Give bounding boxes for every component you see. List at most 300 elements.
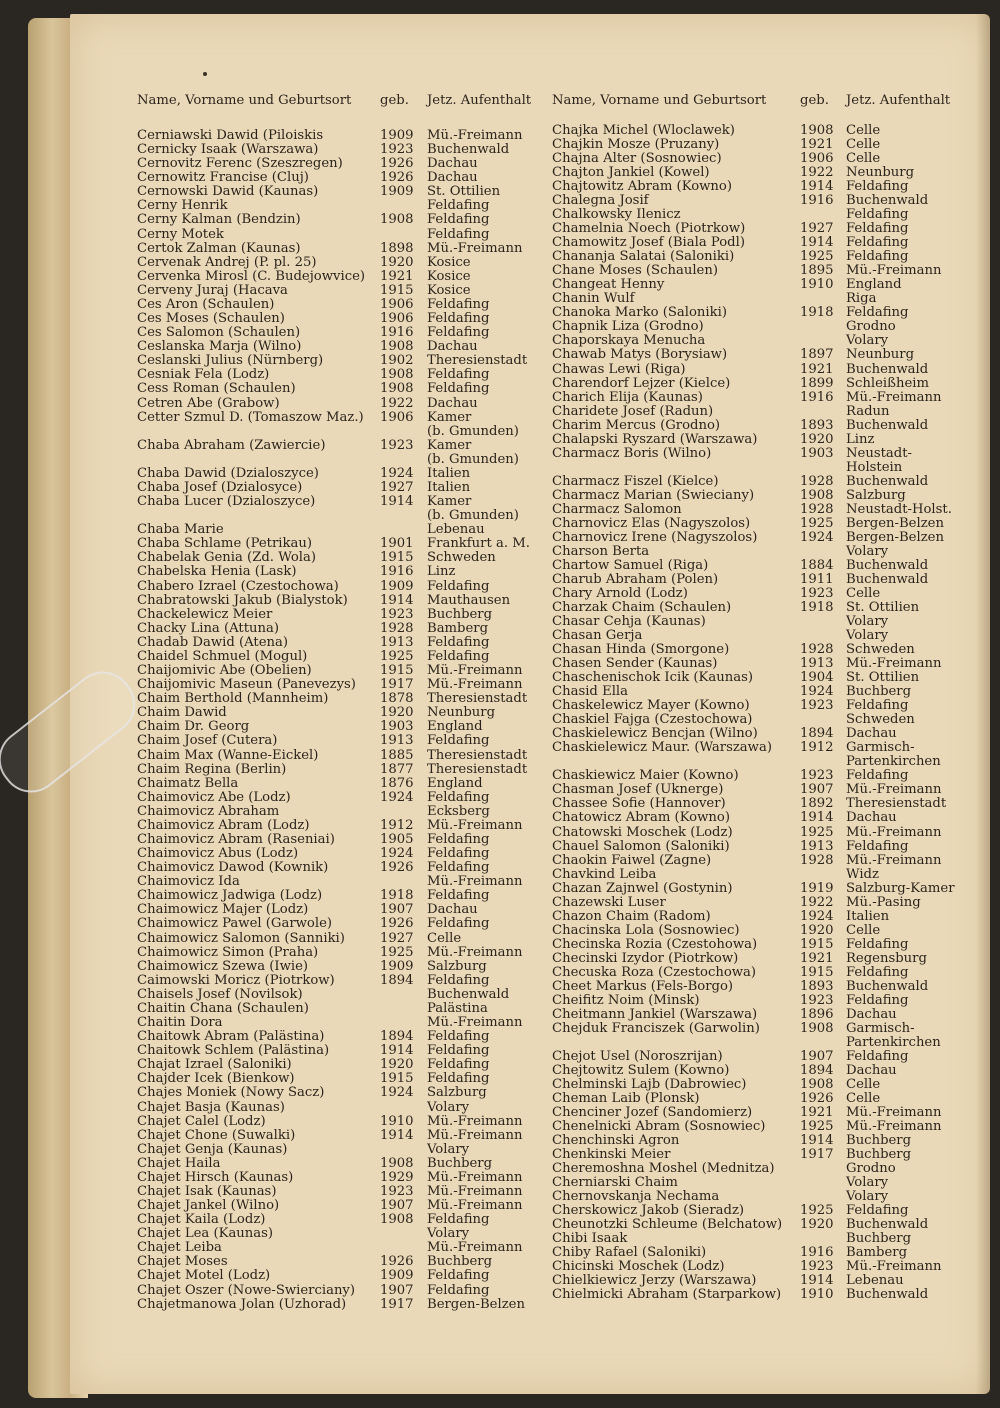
entry-place: Feldafing (427, 1057, 490, 1073)
entry-place: Mü.-Freimann (427, 874, 523, 890)
entry-year: 1893 (800, 417, 834, 433)
entry-name: Chasen Sender (Kaunas) (552, 656, 718, 672)
entry-place: Linz (427, 564, 456, 580)
entry-place: Grodno (846, 1161, 896, 1177)
entry-name: Chajet Basja (Kaunas) (137, 1099, 285, 1115)
entry-name: Charich Elija (Kaunas) (552, 389, 703, 405)
entry-year: 1919 (800, 880, 834, 896)
entry-name: Chatowicz Abram (Kowno) (552, 810, 730, 826)
entry-place: St. Ottilien (427, 184, 501, 200)
entry-place: Celle (846, 137, 881, 153)
entry-place: Mü.-Freimann (846, 1105, 942, 1121)
entry-year: 1907 (380, 1198, 414, 1214)
entry-name: Chajat Izrael (Saloniki) (137, 1057, 292, 1073)
entry-name: Chaskielewicz Maur. (Warszawa) (552, 740, 772, 756)
entry-place: Mü.-Freimann (846, 1119, 942, 1135)
entry-year: 1927 (380, 930, 414, 946)
entry-year: 1921 (800, 137, 834, 153)
entry-place: Feldafing (846, 221, 909, 237)
entry-year: 1926 (800, 1091, 834, 1107)
entry-name: Chajet Haila (137, 1155, 221, 1171)
entry-name: Cetren Abe (Grabow) (137, 395, 280, 411)
entry-name: Chajet Oszer (Nowe-Swierciany) (137, 1282, 356, 1298)
entry-place: Feldafing (846, 249, 909, 265)
entry-place: Frankfurt a. M. (427, 536, 530, 552)
entry-year: 1917 (380, 1296, 414, 1312)
entry-name: Chibi Isaak (552, 1231, 628, 1247)
entry-place: Riga (846, 291, 877, 307)
entry-year: 1894 (800, 726, 834, 742)
entry-year: 1918 (800, 305, 834, 321)
entry-year: 1914 (800, 235, 834, 251)
entry-name: Cheremoshna Moshel (Mednitza) (552, 1161, 775, 1177)
entry-year: 1921 (800, 361, 834, 377)
entry-year: 1905 (380, 832, 414, 847)
entry-name: Ces Moses (Schaulen) (137, 311, 285, 327)
entry-place: Partenkirchen (846, 1034, 941, 1050)
entry-name: Chaimovicz Abe (Lodz) (137, 789, 291, 805)
entry-name: Chaimowicz Majer (Lodz) (137, 902, 309, 918)
entry-name: Chanoka Marko (Saloniki) (552, 305, 727, 321)
entry-year: 1914 (800, 179, 834, 195)
entry-year: 1922 (800, 894, 834, 910)
entry-name: Chaskiewicz Maier (Kowno) (552, 768, 739, 784)
entry-place: Feldafing (427, 1212, 490, 1228)
entry-place: Volary (846, 1175, 889, 1191)
entry-year: 1907 (800, 782, 834, 798)
entry-name: Charnovicz Irene (Nagyszolos) (552, 529, 758, 545)
entry-year: 1894 (380, 1029, 414, 1045)
entry-name: Charmacz Boris (Wilno) (552, 445, 712, 461)
entry-name: Chajet Leiba (137, 1240, 222, 1256)
entry-place: Buchberg (427, 1155, 493, 1171)
entry-name: Chajetmanowa Jolan (Uzhorad) (137, 1296, 347, 1312)
entry-year: 1929 (380, 1169, 414, 1185)
entry-year: 1924 (380, 789, 414, 805)
entry-year: 1907 (380, 1282, 414, 1298)
entry-place: Kamer (427, 437, 472, 453)
entry-name: Checinski Izydor (Piotrkow) (552, 950, 739, 966)
entry-name: Chadab Dawid (Atena) (137, 634, 288, 650)
entry-place: Schweden (846, 642, 915, 658)
entry-year: 1920 (380, 705, 414, 721)
entry-year: 1925 (800, 249, 834, 265)
entry-place: Feldafing (427, 226, 490, 242)
entry-name: Chazon Chaim (Radom) (552, 908, 711, 924)
entry-name: Chaba Schlame (Petrikau) (137, 536, 312, 552)
entry-place: Volary (846, 614, 889, 630)
entry-year: 1908 (800, 1020, 834, 1036)
entry-place: (b. Gmunden) (427, 451, 519, 467)
entry-place: England (427, 719, 483, 735)
entry-name: Cerny Kalman (Bendzin) (137, 212, 301, 228)
entry-place: Partenkirchen (846, 754, 941, 770)
entry-year: 1922 (800, 165, 834, 181)
entry-place: Mü.-Freimann (427, 128, 523, 143)
entry-year: 1928 (800, 501, 834, 517)
entry-place: Dachau (427, 902, 478, 918)
entry-place: Kosice (427, 254, 471, 270)
entry-place: St. Ottilien (846, 670, 920, 686)
entry-year: 1885 (380, 747, 414, 763)
entry-year: 1898 (380, 240, 414, 256)
entry-year: 1924 (800, 529, 834, 545)
entry-year: 1910 (800, 277, 834, 293)
entry-place: Feldafing (846, 698, 909, 714)
entry-name: Cerniawski Dawid (Piloiskis (137, 128, 324, 143)
entry-place: Lebenau (846, 1273, 904, 1289)
entry-name: Chaschenischok Icik (Kaunas) (552, 670, 753, 686)
entry-year: 1926 (380, 170, 414, 186)
entry-place: Feldafing (846, 207, 909, 223)
entry-name: Chejot Usel (Noroszrijan) (552, 1048, 723, 1064)
entry-year: 1912 (800, 740, 834, 756)
entry-name: Chaimowicz Simon (Praha) (137, 944, 319, 960)
entry-year: 1918 (380, 888, 414, 904)
entry-place: Feldafing (427, 311, 490, 327)
entry-year: 1902 (380, 353, 414, 369)
entry-year: 1924 (380, 1085, 414, 1101)
entry-name: Chajes Moniek (Nowy Sacz) (137, 1085, 325, 1101)
entry-place: Buchenwald (846, 571, 929, 587)
entry-place: Bamberg (846, 1245, 908, 1261)
entry-place: Salzburg (427, 958, 487, 974)
entry-name: Cheunotzki Schleume (Belchatow) (552, 1217, 783, 1233)
entry-name: Chenciner Jozef (Sandomierz) (552, 1105, 753, 1121)
entry-name: Cherniarski Chaim (552, 1175, 678, 1191)
entry-year: 1925 (380, 648, 414, 664)
entry-place: Palästina (427, 1000, 488, 1016)
entry-name: Cervenka Mirosl (C. Budejowvice) (137, 268, 366, 284)
entry-name: Chaimovicz Abraham (137, 803, 280, 819)
entry-year: 1925 (800, 1119, 834, 1135)
entry-year: 1927 (380, 480, 414, 495)
entry-year: 1909 (380, 1268, 414, 1284)
entry-year: 1884 (800, 557, 834, 573)
entry-year: 1925 (800, 824, 834, 840)
entry-year: 1926 (380, 156, 414, 172)
entry-name: Chaim Regina (Berlin) (137, 761, 287, 777)
entry-place: Feldafing (427, 916, 490, 932)
entry-name: Chajton Jankiel (Kowel) (552, 165, 710, 181)
entry-year: 1917 (380, 677, 414, 693)
header-right-name: Name, Vorname und Geburtsort (552, 93, 767, 108)
entry-place: Dachau (427, 395, 478, 411)
entry-place: Feldafing (846, 936, 909, 952)
entry-name: Chassee Sofie (Hannover) (552, 796, 726, 812)
entry-year: 1924 (380, 846, 414, 862)
entry-place: Bamberg (427, 620, 489, 636)
entry-place: Buchberg (427, 1254, 493, 1270)
entry-year: 1925 (380, 944, 414, 960)
entry-name: Chaitin Dora (137, 1015, 223, 1031)
entry-name: Ces Aron (Schaulen) (137, 296, 275, 312)
entry-year: 1907 (800, 1048, 834, 1064)
entry-year: 1878 (380, 691, 414, 707)
entry-name: Chaokin Faiwel (Zagne) (552, 852, 712, 868)
entry-place: Volary (846, 1189, 889, 1205)
entry-year: 1913 (800, 838, 834, 854)
entry-place: Celle (846, 1091, 881, 1107)
entry-place: Bergen-Belzen (846, 515, 944, 531)
entry-year: 1914 (380, 1043, 414, 1059)
entry-place: Buchberg (846, 1133, 912, 1149)
entry-name: Chaidel Schmuel (Mogul) (137, 648, 308, 664)
entry-name: Chatowski Moschek (Lodz) (552, 824, 733, 840)
entry-year: 1925 (800, 515, 834, 531)
entry-place: Mü.-Freimann (427, 1127, 523, 1143)
entry-place: Dachau (427, 156, 478, 172)
entry-place: Regensburg (846, 950, 927, 966)
entry-year: 1877 (380, 761, 414, 777)
entry-place: Buchenwald (846, 361, 929, 377)
entry-name: Chejduk Franciszek (Garwolin) (552, 1020, 760, 1036)
entry-name: Chapnik Liza (Grodno) (552, 319, 704, 335)
entry-name: Chejtowitz Sulem (Kowno) (552, 1063, 730, 1078)
entry-place: Feldafing (846, 992, 909, 1008)
entry-place: Feldafing (846, 179, 909, 195)
entry-year: 1910 (800, 1287, 834, 1303)
entry-place: Theresienstadt (427, 691, 528, 707)
entry-name: Cerveny Juraj (Hacava (137, 282, 288, 298)
entry-place: Mü.-Freimann (427, 944, 523, 960)
entry-name: Chartow Samuel (Riga) (552, 557, 709, 573)
entry-year: 1914 (800, 810, 834, 826)
entry-year: 1908 (380, 367, 414, 383)
header-left-place: Jetz. Aufenthalt (427, 93, 532, 108)
entry-name: Chielkiewicz Jerzy (Warszawa) (552, 1273, 757, 1289)
entry-name: Ceslanski Julius (Nürnberg) (137, 353, 324, 369)
entry-place: England (846, 277, 902, 293)
entry-name: Chajet Hirsch (Kaunas) (137, 1169, 294, 1185)
entry-year: 1923 (380, 142, 414, 158)
entry-name: Chajet Calel (Lodz) (137, 1113, 266, 1129)
entry-place: Volary (427, 1226, 470, 1242)
entry-place: Mü.-Freimann (427, 240, 523, 256)
entry-place: Grodno (846, 319, 896, 335)
entry-year: 1909 (380, 128, 414, 143)
header-right-year: geb. (800, 93, 829, 108)
entry-year: 1907 (380, 902, 414, 918)
entry-year: 1913 (380, 733, 414, 749)
entry-name: Chawab Matys (Borysiaw) (552, 347, 728, 363)
entry-year: 1923 (800, 992, 834, 1008)
entry-name: Chaimowicz Salomon (Sanniki) (137, 930, 345, 946)
entry-name: Chaim Max (Wanne-Eickel) (137, 747, 319, 763)
entry-place: Buchberg (846, 1231, 912, 1247)
entry-name: Chasan Gerja (552, 628, 643, 644)
entry-place: Feldafing (427, 846, 490, 862)
entry-name: Charidete Josef (Radun) (552, 403, 714, 419)
entry-place: Italien (846, 908, 890, 924)
entry-year: 1923 (800, 1259, 834, 1275)
entry-name: Charim Mercus (Grodno) (552, 417, 721, 433)
entry-place: Feldafing (427, 296, 490, 312)
entry-year: 1908 (380, 381, 414, 397)
entry-place: Kosice (427, 282, 471, 298)
entry-name: Chaijomivic Abe (Obelien) (137, 663, 312, 679)
entry-name: Chalapski Ryszard (Warszawa) (552, 431, 758, 447)
entry-place: Neunburg (846, 165, 915, 181)
entry-year: 1893 (800, 978, 834, 994)
entry-year: 1903 (380, 719, 414, 735)
entry-year: 1920 (380, 254, 414, 270)
entry-place: (b. Gmunden) (427, 508, 519, 524)
entry-year: 1921 (800, 950, 834, 966)
entry-name: Cess Roman (Schaulen) (137, 381, 296, 397)
entry-year: 1914 (380, 592, 414, 608)
entry-name: Chernovskanja Nechama (552, 1189, 720, 1205)
entry-place: Theresienstadt (427, 761, 528, 777)
entry-year: 1909 (380, 184, 414, 200)
entry-name: Chiby Rafael (Saloniki) (552, 1245, 707, 1261)
entry-name: Chenchinski Agron (552, 1133, 680, 1149)
entry-year: 1926 (380, 860, 414, 876)
entry-place: Celle (846, 151, 881, 167)
entry-year: 1876 (380, 775, 414, 791)
entry-year: 1908 (380, 1212, 414, 1228)
entry-place: Feldafing (846, 1048, 909, 1064)
entry-name: Chajet Lea (Kaunas) (137, 1226, 274, 1242)
page-shadow (976, 14, 990, 1394)
entry-year: 1894 (380, 972, 414, 988)
entry-place: Feldafing (427, 733, 490, 749)
entry-year: 1928 (800, 852, 834, 868)
entry-year: 1923 (380, 1184, 414, 1199)
entry-year: 1915 (380, 1071, 414, 1087)
entry-place: Theresienstadt (427, 747, 528, 763)
entry-year: 1909 (380, 578, 414, 594)
entry-name: Cerny Motek (137, 226, 224, 242)
entry-name: Chaim Dr. Georg (137, 719, 250, 735)
entry-year: 1926 (380, 916, 414, 932)
entry-place: Feldafing (427, 860, 490, 876)
entry-year: 1923 (380, 437, 414, 453)
entry-name: Chauel Salomon (Saloniki) (552, 838, 730, 854)
entry-place: Neustadt- (846, 445, 912, 461)
entry-name: Chaimovicz Abram (Raseniai) (137, 832, 335, 847)
entry-name: Chaim Berthold (Mannheim) (137, 691, 329, 707)
entry-place: Feldafing (427, 1282, 490, 1298)
entry-place: Mü.-Freimann (427, 1198, 523, 1214)
entry-name: Chamelnia Noech (Piotrkow) (552, 221, 746, 237)
entry-name: Chananja Salatai (Saloniki) (552, 249, 735, 265)
header-right-place: Jetz. Aufenthalt (846, 93, 951, 108)
entry-year: 1904 (800, 670, 834, 686)
entry-year: 1923 (800, 585, 834, 601)
entry-place: Feldafing (846, 964, 909, 980)
entry-name: Chaimovicz Dawod (Kownik) (137, 860, 329, 876)
entry-year: 1920 (380, 1057, 414, 1073)
entry-name: Chaimovicz Ida (137, 874, 240, 890)
entry-year: 1910 (380, 1113, 414, 1129)
entry-place: Feldafing (427, 1071, 490, 1087)
entry-year: 1915 (800, 936, 834, 952)
entry-place: Buchenwald (846, 417, 929, 433)
entry-year: 1915 (380, 282, 414, 298)
entry-place: Feldafing (427, 367, 490, 383)
entry-place: Garmisch- (846, 1020, 915, 1036)
entry-name: Charendorf Lejzer (Kielce) (552, 375, 731, 391)
entry-place: Holstein (846, 459, 903, 475)
entry-year: 1914 (380, 1127, 414, 1143)
entry-place: Celle (846, 922, 881, 938)
entry-place: Mü.-Pasing (846, 894, 921, 910)
entry-name: Chavkind Leiba (552, 866, 657, 882)
entry-year: 1916 (800, 389, 834, 405)
entry-year: 1918 (800, 600, 834, 616)
entry-place: Buchenwald (846, 978, 929, 994)
entry-place: Salzburg (427, 1085, 487, 1101)
entry-place: Neunburg (846, 347, 915, 363)
entry-place: Feldafing (427, 381, 490, 397)
entry-year: 1916 (800, 1245, 834, 1261)
entry-name: Chajet Isak (Kaunas) (137, 1184, 277, 1199)
header-left-year: geb. (380, 93, 409, 108)
entry-place: Mü.-Freimann (427, 1113, 523, 1129)
entry-place: Dachau (846, 810, 897, 826)
entry-place: Feldafing (427, 1029, 490, 1045)
entry-place: Mü.-Freimann (427, 1184, 523, 1199)
entry-name: Charson Berta (552, 543, 650, 559)
entry-year: 1914 (800, 1133, 834, 1149)
entry-name: Chackelewicz Meier (137, 606, 273, 622)
entry-place: Volary (846, 333, 889, 349)
entry-place: Volary (846, 628, 889, 644)
entry-year: 1923 (800, 698, 834, 714)
entry-name: Chabero Izrael (Czestochowa) (137, 578, 339, 594)
entry-name: Chajtowitz Abram (Kowno) (552, 179, 732, 195)
entry-place: Dachau (846, 1063, 897, 1078)
entry-year: 1906 (800, 151, 834, 167)
entry-year: 1916 (380, 325, 414, 341)
entry-year: 1920 (800, 431, 834, 447)
entry-name: Chazewski Luser (552, 894, 666, 910)
entry-place: Buchenwald (846, 557, 929, 573)
entry-place: Widz (846, 866, 879, 882)
entry-name: Chaimowicz Pawel (Garwole) (137, 916, 333, 932)
entry-place: Feldafing (427, 832, 490, 847)
header-left-name: Name, Vorname und Geburtsort (137, 93, 352, 108)
entry-year: 1906 (380, 311, 414, 327)
entry-place: Dachau (846, 726, 897, 742)
entry-name: Chicinski Moschek (Lodz) (552, 1259, 725, 1275)
entry-year: 1908 (800, 1077, 834, 1093)
entry-name: Chaitowk Abram (Palästina) (137, 1029, 325, 1045)
entry-name: Chaimowicz Szewa (Iwie) (137, 958, 309, 974)
entry-place: Kamer (427, 409, 472, 425)
entry-place: Volary (427, 1099, 470, 1115)
entry-place: Feldafing (846, 768, 909, 784)
entry-name: Chajet Motel (Lodz) (137, 1268, 271, 1284)
entry-year: 1903 (800, 445, 834, 461)
entry-year: 1916 (380, 564, 414, 580)
entry-name: Cernovitz Ferenc (Szeszregen) (137, 156, 343, 172)
entry-place: Mü.-Freimann (846, 782, 942, 798)
entry-year: 1924 (380, 465, 414, 481)
entry-year: 1920 (800, 922, 834, 938)
entry-place: Buchenwald (846, 193, 929, 209)
entry-name: Chaskielewicz Bencjan (Wilno) (552, 726, 758, 742)
entry-name: Cheitmann Jankiel (Warszawa) (552, 1006, 758, 1022)
entry-place: Dachau (846, 1006, 897, 1022)
entry-place: Feldafing (427, 888, 490, 904)
entry-place: Feldafing (846, 235, 909, 251)
entry-place: Schleißheim (846, 375, 929, 391)
entry-name: Charmacz Marian (Swieciany) (552, 487, 755, 503)
entry-place: Feldafing (427, 212, 490, 228)
entry-name: Chaskiel Fajga (Czestochowa) (552, 712, 753, 728)
